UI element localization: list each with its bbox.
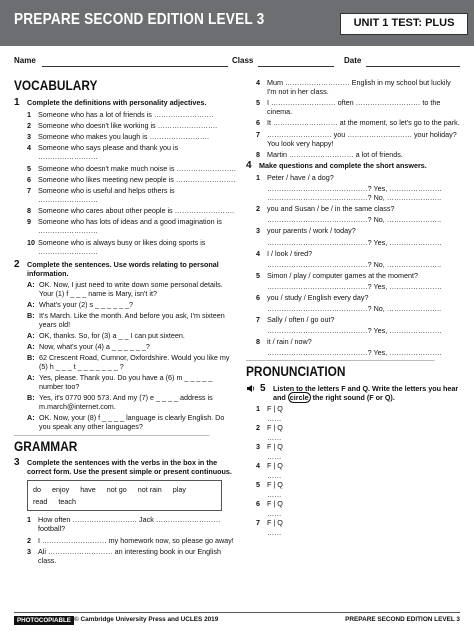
line-text: OK. Now, your (8) f _ _ _ _ language is clearly English. Do you speak any other languages? (39, 412, 225, 431)
speaker: A: (27, 372, 35, 382)
page-header (0, 0, 474, 46)
word-option: read (33, 496, 48, 506)
exercise-instruction: Complete the sentences with the verbs in the box in the correct form. Use the present simple or present continuous. (27, 458, 232, 477)
dialogue-line[interactable] (27, 300, 236, 309)
word-option: teach (58, 496, 76, 506)
item-number: 5 (27, 163, 31, 173)
item-prompt: Peter / have / a dog? (267, 172, 334, 182)
list-item[interactable] (256, 130, 460, 148)
speaker-icon[interactable] (246, 384, 256, 393)
list-item[interactable] (27, 175, 236, 184)
word-option: do (33, 485, 41, 495)
item-text: Someone who doesn't like working is ……………………. (38, 121, 218, 131)
exercise-instruction (273, 384, 460, 402)
exercise-1-items (27, 110, 236, 256)
dialogue-line[interactable] (27, 413, 236, 431)
answer-line[interactable]: ……………………………………? Yes, …………………. (267, 326, 442, 336)
item-text: Someone who likes meeting new people is ……………………. (38, 174, 236, 184)
item-prompt: Simon / play / computer games at the moment? (267, 270, 419, 280)
item-number: 8 (256, 337, 260, 347)
letter-options[interactable]: F | Q (267, 404, 283, 414)
item-number: 2 (256, 204, 260, 214)
photocopiable-badge: PHOTOCOPIABLE (14, 616, 74, 625)
list-item[interactable] (27, 547, 236, 565)
answer-line[interactable]: ……………………………………? Yes, …………………. (267, 281, 442, 291)
exercise-number: 4 (246, 159, 252, 171)
exercise-2-dialogue (27, 280, 236, 431)
letter-options[interactable]: F | Q (267, 442, 283, 452)
name-label: Name (14, 56, 36, 65)
dialogue-line[interactable] (27, 280, 236, 298)
item-prompt: Sally / often / go out? (267, 315, 335, 325)
list-item[interactable] (27, 121, 236, 130)
answer-line[interactable]: …… (267, 452, 282, 462)
exercise-1-header (14, 98, 236, 108)
speaker: A: (27, 412, 35, 422)
item-text: Ali ……………………… an interesting book in our English class. (38, 546, 221, 565)
word-option: play (172, 485, 186, 495)
answer-line[interactable]: ……………………………………? Yes, …………………. (267, 348, 442, 358)
item-number: 7 (256, 129, 260, 139)
line-text: OK. Now, I just need to write down some personal details. Your (1) f _ _ _ name is Mary, isn't it? (39, 279, 223, 298)
word-option: not go (106, 485, 127, 495)
exercise-number: 2 (14, 258, 20, 270)
answer-line[interactable]: …… (267, 433, 282, 443)
circle-word: circle (289, 393, 309, 403)
letter-options[interactable]: F | Q (267, 461, 283, 471)
item-text: ……………………… you ……………………… your holiday? You look very happy! (267, 129, 457, 148)
item-number: 6 (27, 174, 31, 184)
item-number: 3 (27, 132, 31, 142)
exercise-instruction: Complete the definitions with personality adjectives. (27, 97, 207, 107)
list-item[interactable] (256, 315, 460, 324)
exercise-instruction: Make questions and complete the short answers. (259, 160, 427, 170)
item-text: Someone who has lots of ideas and a good imagination is ……………………. (38, 217, 222, 236)
dialogue-line[interactable] (27, 393, 236, 411)
list-item[interactable] (27, 515, 236, 533)
list-item[interactable] (256, 204, 460, 213)
instruction-part: Listen to the letters F and Q. Write the letters you hear and (273, 384, 459, 403)
item-text: Someone who is useful and helps others is ……………………. (38, 186, 175, 204)
grammar-heading: GRAMMAR (14, 435, 209, 456)
word-option: enjoy (52, 485, 70, 495)
item-text: Someone who says please and thank you is ……………………. (38, 143, 179, 162)
answer-line[interactable]: …… (267, 414, 282, 424)
list-item[interactable] (27, 143, 236, 161)
list-item[interactable] (256, 173, 460, 182)
answer-line[interactable]: ……………………………………? Yes, …………………. (267, 184, 442, 194)
class-label: Class (232, 56, 254, 65)
list-item[interactable] (27, 217, 236, 235)
footer-level: PREPARE SECOND EDITION LEVEL 3 (345, 616, 460, 623)
item-number: 8 (27, 206, 31, 216)
exercise-3-header (14, 458, 236, 476)
list-item[interactable] (256, 226, 460, 235)
list-item[interactable] (256, 150, 460, 159)
dialogue-line[interactable] (27, 342, 236, 351)
list-item[interactable] (256, 404, 460, 413)
exercise-3-continued (256, 78, 460, 159)
answer-line[interactable]: ……………………………………? No, ………………….. (267, 193, 442, 203)
dialogue-line[interactable] (27, 373, 236, 391)
right-column (246, 78, 460, 537)
name-field[interactable] (42, 66, 228, 67)
class-field[interactable] (258, 66, 334, 67)
speaker: A: (27, 330, 35, 340)
item-number: 3 (256, 442, 260, 452)
item-number: 2 (256, 423, 260, 433)
pronunciation-heading: PRONUNCIATION (246, 360, 434, 381)
word-option: not rain (137, 485, 162, 495)
copyright-text: © Cambridge University Press and UCLES 2019 (74, 616, 219, 623)
item-number: 6 (256, 499, 260, 509)
item-number: 7 (256, 518, 260, 528)
item-text: Someone who is always busy or likes doing sports is ……………………. (38, 237, 206, 256)
item-text: Someone who cares about other people is ……………………. (38, 206, 235, 216)
item-number: 6 (256, 292, 260, 302)
item-text: Someone who has a lot of friends is ……………………. (38, 109, 214, 119)
exercise-4-header (246, 161, 460, 171)
item-text: Mum ……………………… English in my school but luckily I'm not in her class. (267, 78, 451, 96)
item-text: I ……………………… my homework now, so please go away! (38, 535, 234, 545)
speaker: A: (27, 341, 35, 351)
speaker: B: (27, 310, 35, 320)
exercise-number: 3 (14, 457, 20, 469)
list-item[interactable] (27, 186, 236, 204)
list-item[interactable] (256, 271, 460, 280)
item-number: 1 (27, 515, 31, 525)
item-number: 1 (256, 172, 260, 182)
item-number: 7 (27, 186, 31, 195)
left-column (14, 78, 236, 567)
answer-line[interactable]: ……………………………………? No, ………………….. (267, 259, 442, 269)
item-text: I ……………………… often ……………………… to the cinema. (267, 98, 441, 117)
list-item[interactable] (256, 499, 460, 508)
item-number: 3 (27, 546, 31, 556)
item-number: 1 (27, 109, 31, 119)
list-item[interactable] (256, 423, 460, 432)
item-number: 3 (256, 226, 260, 236)
item-prompt: your parents / work / today? (267, 226, 356, 236)
item-number: 5 (256, 98, 260, 108)
page-footer (14, 612, 460, 624)
item-number: 10 (27, 237, 35, 247)
item-number: 6 (256, 118, 260, 128)
item-prompt: you / study / English every day? (267, 292, 369, 302)
item-text: Martin ……………………… a lot of friends. (267, 149, 403, 159)
list-item[interactable] (256, 98, 460, 116)
exercise-instruction: Complete the sentences. Use words relating to personal information. (27, 259, 219, 278)
item-number: 1 (256, 404, 260, 414)
student-info-row (14, 56, 460, 70)
item-text: Someone who makes you laugh is ……………………. (38, 132, 209, 142)
line-text: 62 Crescent Road, Cumnor, Oxfordshire. Would you like my (5) h _ _ _ t _ _ _ _ _ _ _ ? (39, 352, 230, 371)
item-number: 5 (256, 480, 260, 490)
item-number: 4 (27, 143, 31, 153)
line-text: Yes, please. Thank you. Do you have a (6) m _ _ _ _ _ number too? (39, 372, 213, 391)
list-item[interactable] (27, 110, 236, 119)
item-number: 4 (256, 248, 260, 258)
list-item[interactable] (256, 249, 460, 258)
answer-line[interactable]: ……………………………………? No, ………………….. (267, 215, 442, 225)
dialogue-line[interactable] (27, 353, 236, 371)
item-number: 7 (256, 315, 260, 325)
speaker: A: (27, 279, 35, 289)
list-item[interactable] (27, 536, 236, 545)
list-item[interactable] (256, 337, 460, 346)
item-number: 2 (27, 121, 31, 131)
speaker: B: (27, 352, 35, 362)
list-item[interactable] (256, 480, 460, 489)
list-item[interactable] (256, 293, 460, 302)
word-option: have (80, 485, 96, 495)
answer-line[interactable]: …… (267, 509, 282, 519)
list-item[interactable] (256, 78, 460, 96)
speaker: A: (27, 299, 35, 309)
word-box (27, 480, 222, 511)
line-text: Now, what's your (4) a _ _ _ _ _ _? (39, 341, 150, 351)
list-item[interactable] (256, 442, 460, 451)
list-item[interactable] (256, 118, 460, 127)
item-prompt: you and Susan / be / in the same class? (267, 204, 395, 214)
book-title: PREPARE SECOND EDITION LEVEL 3 (14, 11, 265, 28)
list-item[interactable] (256, 518, 460, 527)
letter-options[interactable]: F | Q (267, 423, 283, 433)
item-number: 8 (256, 149, 260, 159)
line-text: What's your (2) s _ _ _ _ _ _? (39, 299, 134, 309)
exercise-number: 5 (260, 383, 266, 395)
dialogue-line[interactable] (27, 331, 236, 340)
item-number: 4 (256, 78, 260, 87)
list-item[interactable] (256, 461, 460, 470)
exercise-4-items (256, 173, 460, 358)
list-item[interactable] (27, 164, 236, 173)
item-prompt: I / look / tired? (267, 248, 313, 258)
dialogue-line[interactable] (27, 311, 236, 329)
line-text: It's March. Like the month. And before you ask, I'm sixteen years old! (39, 310, 225, 329)
line-text: Yes, it's 0770 900 573. And my (7) e _ _ _ _ address is m.march@internet.com. (39, 392, 213, 411)
list-item[interactable] (27, 132, 236, 141)
item-number: 4 (256, 461, 260, 471)
letter-options[interactable]: F | Q (267, 518, 283, 528)
vocabulary-heading: VOCABULARY (14, 78, 98, 93)
exercise-5-items (256, 404, 460, 537)
answer-line[interactable]: ……………………………………? Yes, …………………. (267, 237, 442, 247)
item-number: 5 (256, 270, 260, 280)
item-number: 2 (27, 535, 31, 545)
exercise-number: 1 (14, 96, 20, 108)
answer-line[interactable]: …… (267, 528, 282, 538)
date-field[interactable] (366, 66, 460, 67)
item-text: It ……………………… at the moment, so let's go to the park. (267, 118, 460, 128)
exercise-2-header (14, 260, 236, 278)
list-item[interactable] (27, 206, 236, 215)
exercise-3-items (27, 515, 236, 564)
answer-line[interactable]: …… (267, 471, 282, 481)
item-text: How often ……………………… Jack ……………………… football? (38, 515, 221, 534)
item-prompt: it / rain / now? (267, 337, 312, 347)
date-label: Date (344, 56, 362, 65)
letter-options[interactable]: F | Q (267, 480, 283, 490)
speaker: B: (27, 392, 35, 402)
item-text: Someone who doesn't make much noise is ……………………. (38, 163, 236, 173)
item-number: 9 (27, 217, 31, 227)
answer-line[interactable]: ……………………………………? No, ………………….. (267, 304, 442, 314)
list-item[interactable] (27, 238, 236, 256)
unit-label: UNIT 1 TEST: PLUS (340, 13, 468, 35)
letter-options[interactable]: F | Q (267, 499, 283, 509)
exercise-5-header (246, 384, 460, 402)
instruction-part: the right sound (F or Q). (312, 393, 395, 403)
line-text: OK, thanks. So, for (3) a _ _ I can put sixteen. (39, 330, 185, 340)
answer-line[interactable]: …… (267, 490, 282, 500)
